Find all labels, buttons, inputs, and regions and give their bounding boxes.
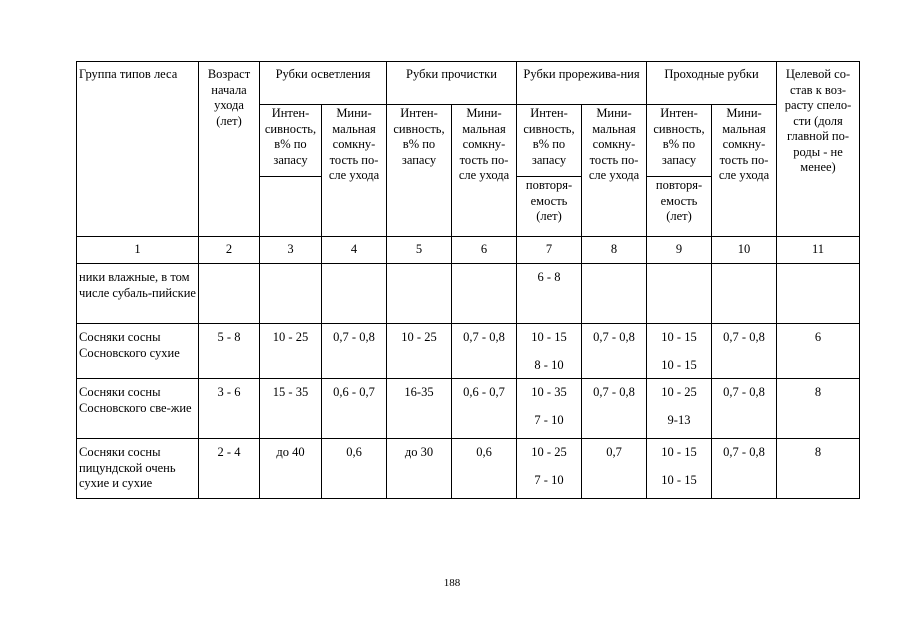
header-target: Целевой со-став к воз-расту спело-сти (доля главной по-роды - не менее) [777,62,860,237]
col-num: 2 [199,237,260,264]
cell: 0,7 - 0,8 [322,324,387,379]
col-num: 10 [712,237,777,264]
cell-pair [647,324,712,379]
page-number: 188 [443,577,461,589]
header-min-density-8: Мини-мальная сомкну-тость по-сле ухода [582,105,647,237]
cell: 0,6 [452,439,517,499]
cell [387,264,452,324]
cell: 10 - 15 [661,357,697,372]
header-intensity-9: Интен-сивность, в% по запасу [647,105,712,177]
forest-care-table [76,61,860,499]
cell: 10 - 25 [387,324,452,379]
cell: 0,6 - 0,7 [452,379,517,439]
cell [452,264,517,324]
cell [260,264,322,324]
cell: 6 [777,324,860,379]
cell-pair [517,439,582,499]
cell [647,264,712,324]
row-group: Сосняки сосны Сосновского сухие [77,324,199,379]
cell: 10 - 25 [531,445,567,459]
cell: 8 - 10 [534,357,564,372]
header-intensity-3: Интен-сивность, в% по запасу [260,105,322,177]
cell: 0,7 - 0,8 [712,379,777,439]
row-age [199,264,260,324]
col-num: 8 [582,237,647,264]
row-age: 2 - 4 [199,439,260,499]
table-row [77,379,860,439]
header-repeat-9: повторя-емость (лет) [647,177,712,237]
header-min-density-6: Мини-мальная сомкну-тость по-сле ухода [452,105,517,237]
col-num: 1 [77,237,199,264]
cell-pair [517,264,582,324]
cell: 15 - 35 [260,379,322,439]
cell: 10 - 25 [260,324,322,379]
header-prochistki: Рубки прочистки [387,62,517,105]
header-prorezhivaniya: Рубки прорежива-ния [517,62,647,105]
cell: 0,6 - 0,7 [322,379,387,439]
header-age: Возраст начала ухода (лет) [199,62,260,237]
cell [322,264,387,324]
cell: 8 [777,379,860,439]
header-empty-3 [260,177,322,237]
row-group: ники влажные, в том числе субаль-пийские [77,264,199,324]
row-group: Сосняки сосны Сосновского све-жие [77,379,199,439]
cell: 0,7 - 0,8 [582,379,647,439]
row-age: 5 - 8 [199,324,260,379]
cell: 8 [777,439,860,499]
cell-pair [647,439,712,499]
header-min-density-4: Мини-мальная сомкну-тость по-сле ухода [322,105,387,237]
cell: 0,7 [582,439,647,499]
cell-pair [647,379,712,439]
table-row [77,324,860,379]
row-group: Сосняки сосны пицундской очень сухие и сухие [77,439,199,499]
cell: 7 - 10 [534,472,564,487]
col-num: 3 [260,237,322,264]
cell: 10 - 15 [661,445,697,459]
header-min-density-10: Мини-мальная сомкну-тость по-сле ухода [712,105,777,237]
cell [712,264,777,324]
cell: 6 - 8 [537,270,561,284]
header-group: Группа типов леса [77,62,199,237]
cell [777,264,860,324]
header-intensity-5: Интен-сивность, в% по запасу [387,105,452,237]
cell: 9-13 [667,412,691,427]
col-num: 9 [647,237,712,264]
table-row [77,264,860,324]
col-num: 11 [777,237,860,264]
cell-pair [517,379,582,439]
cell: 0,7 - 0,8 [712,439,777,499]
cell: 10 - 15 [661,330,697,344]
header-prokhodnye: Проходные рубки [647,62,777,105]
cell: 0,7 - 0,8 [582,324,647,379]
cell: 10 - 15 [661,472,697,487]
column-number-row [77,237,860,264]
cell: 0,7 - 0,8 [712,324,777,379]
col-num: 4 [322,237,387,264]
cell: 16-35 [387,379,452,439]
cell: до 30 [387,439,452,499]
cell: 10 - 35 [531,385,567,399]
header-osvetleniya: Рубки осветления [260,62,387,105]
cell: до 40 [260,439,322,499]
table-row [77,439,860,499]
col-num: 5 [387,237,452,264]
cell-pair [517,324,582,379]
cell: 10 - 25 [661,385,697,399]
cell: 0,6 [322,439,387,499]
cell: 10 - 15 [531,330,567,344]
cell: 7 - 10 [534,412,564,427]
col-num: 6 [452,237,517,264]
col-num: 7 [517,237,582,264]
cell: 0,7 - 0,8 [452,324,517,379]
header-intensity-7: Интен-сивность, в% по запасу [517,105,582,177]
header-repeat-7: повторя-емость (лет) [517,177,582,237]
cell [582,264,647,324]
row-age: 3 - 6 [199,379,260,439]
